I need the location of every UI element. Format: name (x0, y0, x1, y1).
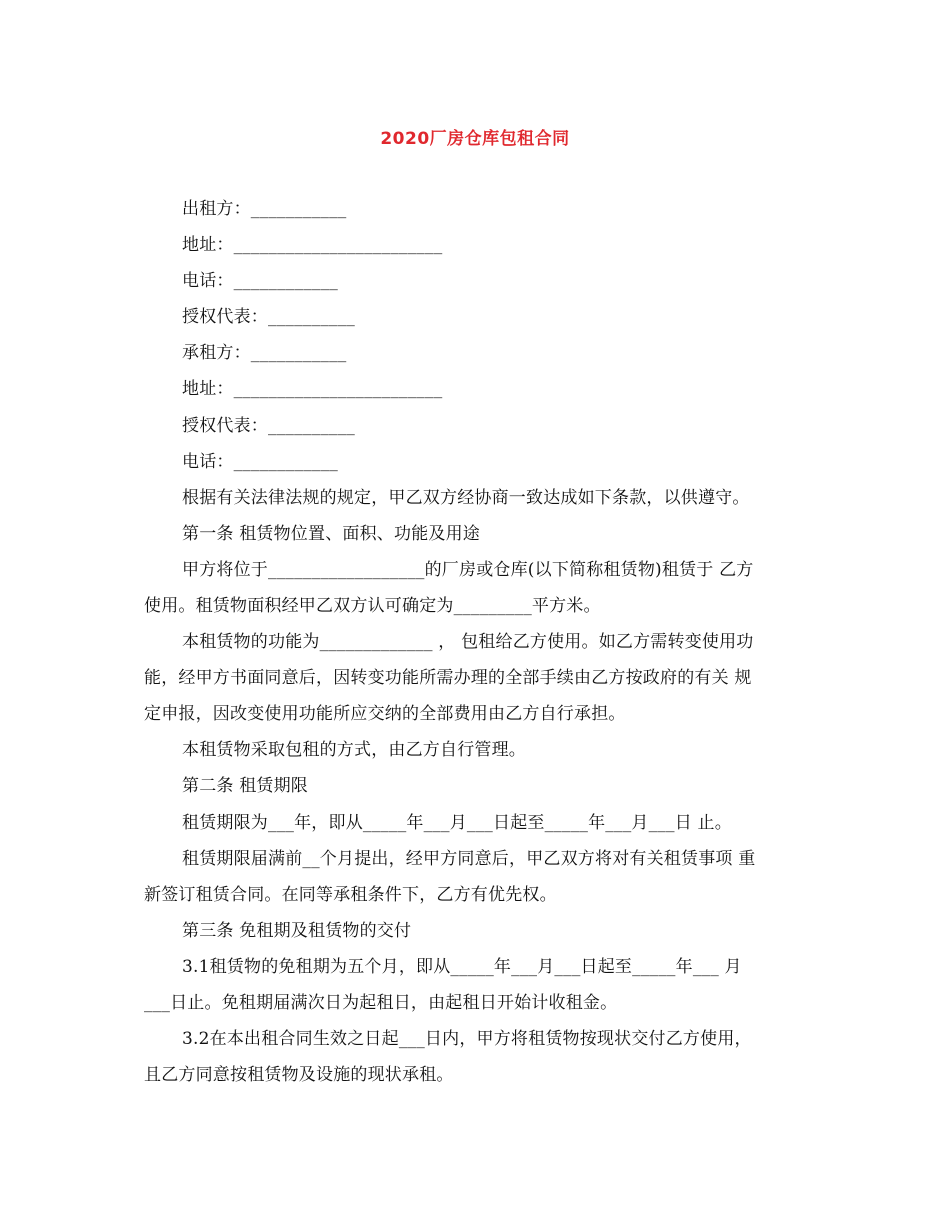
article-3-paragraph-1-line-2: ___日止。免租期届满次日为起租日，由起租日开始计收租金。 (144, 993, 618, 1013)
lessor-rep-field: 授权代表：__________ (182, 307, 355, 327)
lessee-field: 承租方：___________ (182, 343, 347, 363)
article-1-paragraph-1-line-1: 甲方将位于__________________的厂房或仓库(以下简称租赁物)租赁于 乙方 (182, 560, 754, 580)
article-1-paragraph-2-line-3: 定申报，因改变使用功能所应交纳的全部费用由乙方自行承担。 (144, 704, 626, 724)
article-2-heading: 第二条 租赁期限 (182, 776, 309, 796)
article-1-paragraph-2-line-1: 本租赁物的功能为_____________ ， 包租给乙方使用。如乙方需转变使用功 (182, 632, 754, 652)
article-1-paragraph-1-line-2: 使用。租赁物面积经甲乙双方认可确定为_________平方米。 (144, 596, 601, 616)
article-3-paragraph-1-line-1: 3.1租赁物的免租期为五个月，即从_____年___月___日起至_____年___ 月 (182, 957, 742, 977)
lessor-address-field: 地址：________________________ (182, 235, 443, 255)
article-1-heading: 第一条 租赁物位置、面积、功能及用途 (182, 524, 481, 544)
lessee-phone-field: 电话：____________ (182, 452, 338, 472)
lessor-phone-field: 电话：____________ (182, 271, 338, 291)
article-1-paragraph-2-line-2: 能，经甲方书面同意后，因转变功能所需办理的全部手续由乙方按政府的有关 规 (144, 668, 752, 688)
document-title: 2020厂房仓库包租合同 (380, 129, 570, 149)
lessee-address-field: 地址：________________________ (182, 379, 443, 399)
article-1-paragraph-3: 本租赁物采取包租的方式，由乙方自行管理。 (182, 740, 526, 760)
article-2-paragraph-2-line-2: 新签订租赁合同。在同等承租条件下，乙方有优先权。 (144, 885, 557, 905)
article-3-heading: 第三条 免租期及租赁物的交付 (182, 921, 412, 941)
article-2-paragraph-2-line-1: 租赁期限届满前__个月提出，经甲方同意后，甲乙双方将对有关租赁事项 重 (182, 849, 756, 869)
article-2-paragraph-1: 租赁期限为___年，即从_____年___月___日起至_____年___月___日 止。 (182, 813, 732, 833)
article-3-paragraph-2-line-2: 且乙方同意按租赁物及设施的现状承租。 (144, 1065, 454, 1085)
lessee-rep-field: 授权代表：__________ (182, 416, 355, 436)
preamble-paragraph: 根据有关法律法规的规定，甲乙双方经协商一致达成如下条款，以供遵守。 (182, 488, 750, 508)
article-3-paragraph-2-line-1: 3.2在本出租合同生效之日起___日内，甲方将租赁物按现状交付乙方使用， (182, 1029, 752, 1049)
lessor-field: 出租方：___________ (182, 199, 347, 219)
